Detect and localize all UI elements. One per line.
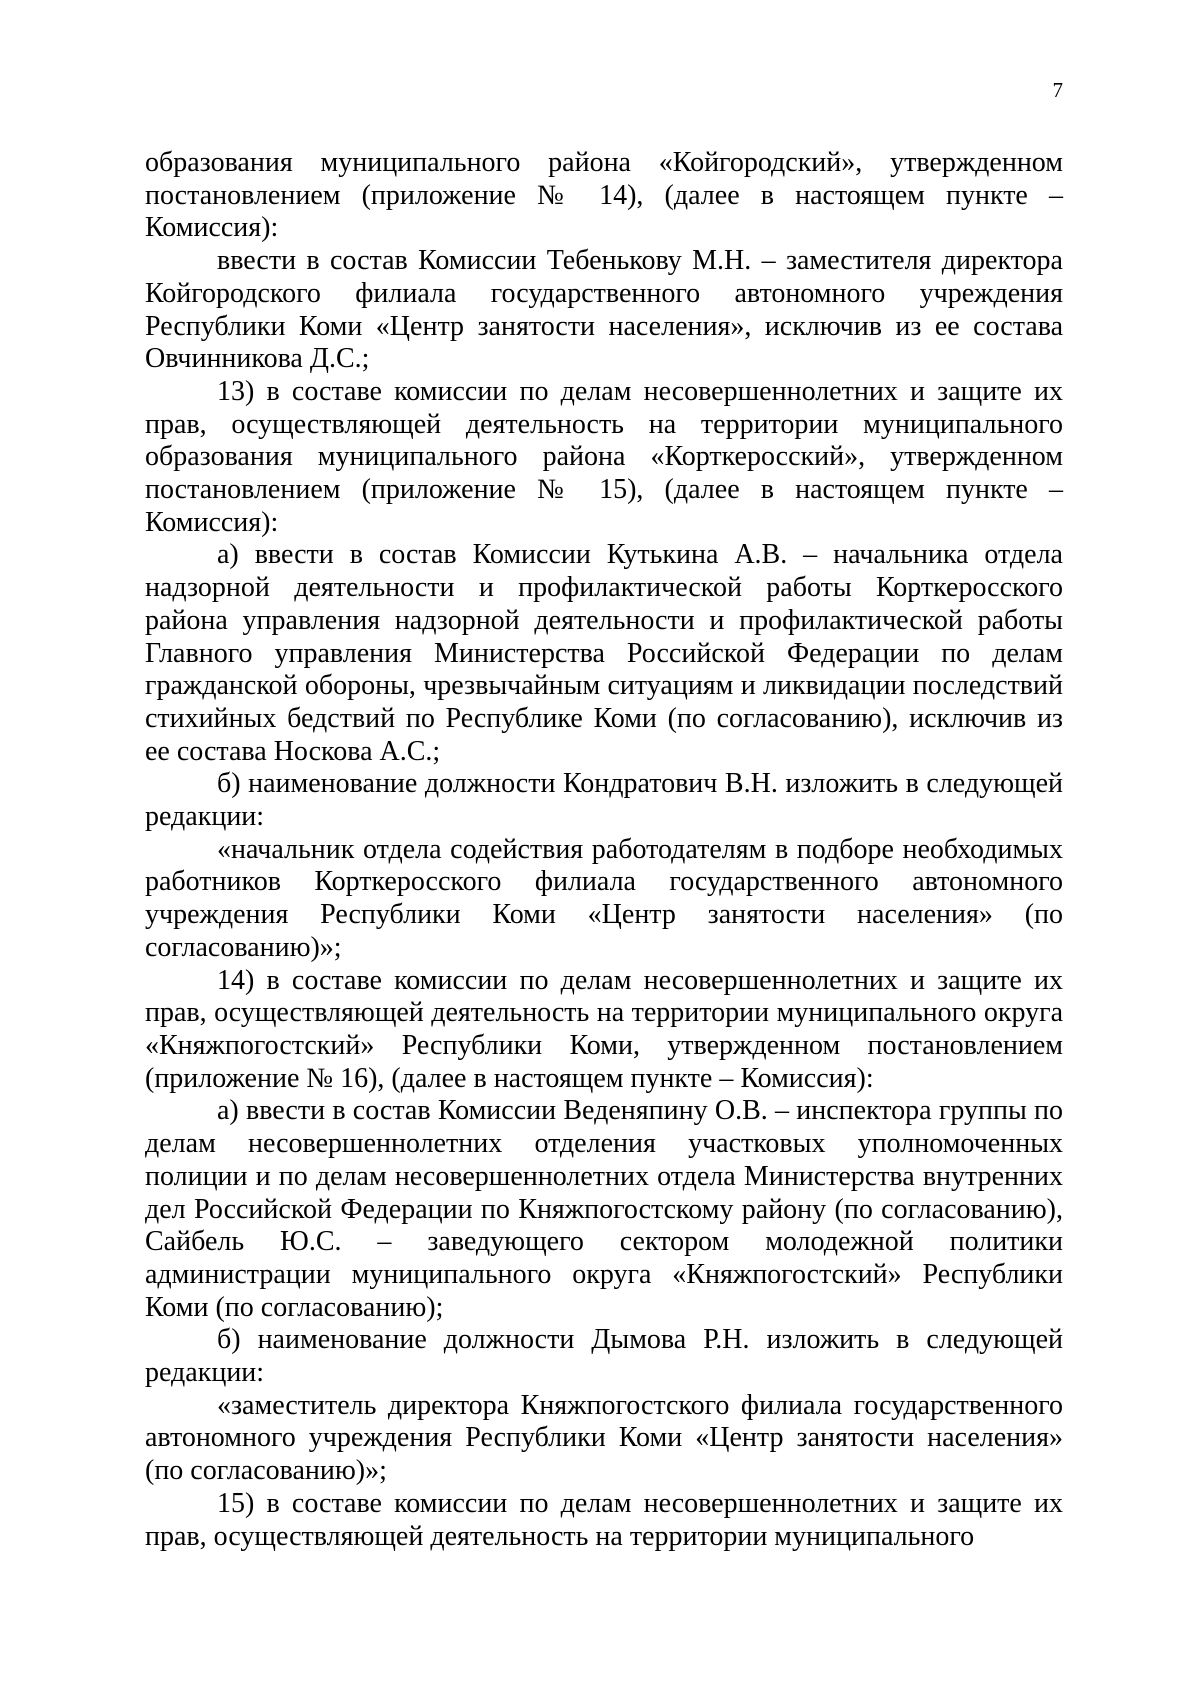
paragraph-1: образования муниципального района «Койгородский», утвержденном постановлением (приложение № 14), (далее в настоящем пункте – Комиссия):	[145, 147, 1063, 244]
paragraph-8: а) ввести в состав Комиссии Веденяпину О.В. – инспектора группы по делам несовершеннолетних отделения участковых уполномоченных полиции и по делам несовершеннолетних отдела Министерства внутренних дел Российской Федерации по Княжпогостскому району (по согласованию), Сайбель Ю.С. – заведующего сектором молодежной политики администрации муниципального округа «Княжпогостский» Республики Коми (по согласованию);	[145, 1095, 1063, 1323]
page-number: 7	[1052, 78, 1063, 102]
paragraph-5: б) наименование должности Кондратович В.Н. изложить в следующей редакции:	[145, 768, 1063, 833]
paragraph-10: «заместитель директора Княжпогостского филиала государственного автономного учреждения Республики Коми «Центр занятости населения» (по согласованию)»;	[145, 1389, 1063, 1487]
paragraph-3: 13) в составе комиссии по делам несовершеннолетних и защите их прав, осуществляющей деятельность на территории муниципального образования муниципального района «Корткеросский», утвержденном постановлением (приложение № 15), (далее в настоящем пункте – Комиссия):	[145, 375, 1063, 538]
paragraph-2: ввести в состав Комиссии Тебенькову М.Н. – заместителя директора Койгородского филиала государственного автономного учреждения Республики Коми «Центр занятости населения», исключив из ее состава Овчинникова Д.С.;	[145, 245, 1063, 375]
paragraph-6: «начальник отдела содействия работодателям в подборе необходимых работников Корткеросского филиала государственного автономного учреждения Республики Коми «Центр занятости населения» (по согласованию)»;	[145, 833, 1063, 963]
paragraph-4: а) ввести в состав Комиссии Кутькина А.В. – начальника отдела надзорной деятельности и профилактической работы Корткеросского района управления надзорной деятельности и профилактической работы Главного управления Министерства Российской Федерации по делам гражданской обороны, чрезвычайным ситуациям и ликвидации последствий стихийных бедствий по Республике Коми (по согласованию), исключив из ее состава Носкова А.С.;	[145, 539, 1063, 767]
paragraph-9: б) наименование должности Дымова Р.Н. изложить в следующей редакции:	[145, 1324, 1063, 1389]
document-body	[145, 147, 1063, 1553]
paragraph-7: 14) в составе комиссии по делам несовершеннолетних и защите их прав, осуществляющей деятельность на территории муниципального округа «Княжпогостский» Республики Коми, утвержденном постановлением (приложение № 16), (далее в настоящем пункте – Комиссия):	[145, 964, 1063, 1094]
paragraph-11: 15) в составе комиссии по делам несовершеннолетних и защите их прав, осуществляющей деятельность на территории муниципального	[145, 1487, 1063, 1552]
